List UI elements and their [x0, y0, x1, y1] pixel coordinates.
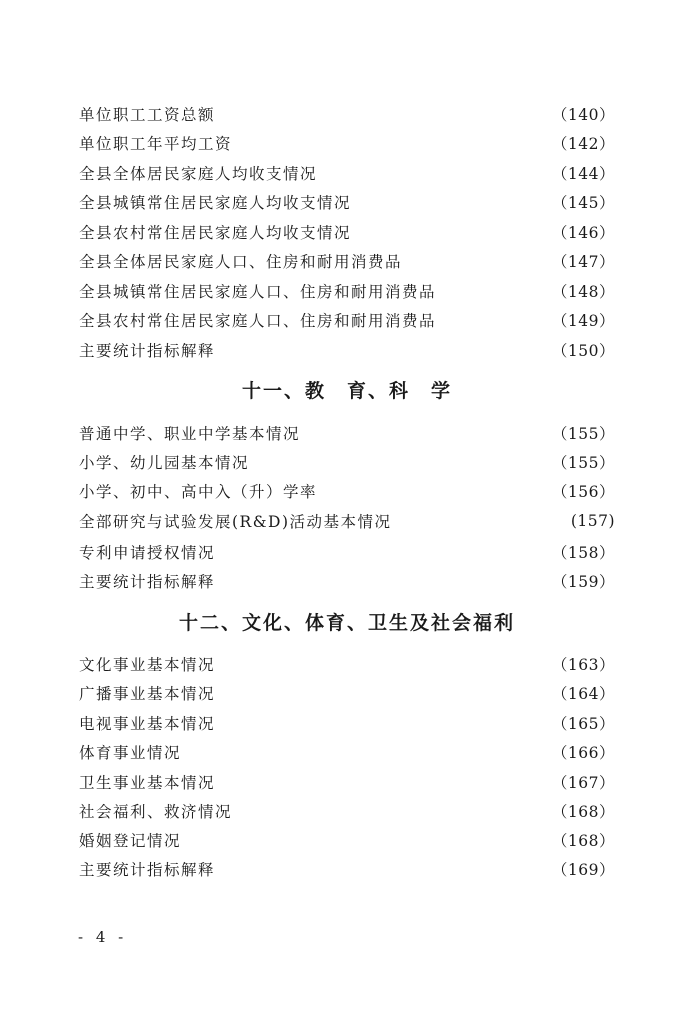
toc-entry[interactable]: [79, 541, 615, 563]
dot-leader: [217, 103, 550, 125]
toc-entry-title: 全部研究与试验发展(R&D)活动基本情况: [79, 513, 392, 531]
toc-entry[interactable]: [79, 712, 615, 734]
toc-entry[interactable]: [79, 800, 615, 822]
dot-leader: [217, 653, 550, 675]
toc-entry-page: （144）: [551, 165, 615, 183]
dot-leader: [217, 712, 550, 734]
dot-leader: [234, 132, 550, 154]
toc-entry-page: （167）: [551, 774, 615, 792]
toc-entry[interactable]: [79, 250, 615, 272]
toc-entry-title: 社会福利、救济情况: [79, 803, 233, 821]
toc-entry-title: 普通中学、职业中学基本情况: [79, 425, 301, 443]
toc-entry-title: 全县农村常住居民家庭人口、住房和耐用消费品: [79, 312, 437, 330]
toc-entry-page: （168）: [551, 832, 615, 850]
toc-entry-page: （169）: [551, 861, 615, 879]
toc-entry-title: 体育事业情况: [79, 744, 182, 762]
toc-entry[interactable]: [79, 570, 615, 592]
dot-leader: [438, 309, 550, 331]
dot-leader: [353, 221, 550, 243]
toc-entry-title: 卫生事业基本情况: [79, 774, 216, 792]
toc-entry-title: 全县农村常住居民家庭人均收支情况: [79, 224, 352, 242]
section-heading: 十二、文化、体育、卫生及社会福利: [178, 612, 515, 634]
toc-entry-page: （165）: [551, 715, 615, 733]
toc-entry-title: 主要统计指标解释: [79, 573, 216, 591]
dot-leader: [217, 570, 550, 592]
dot-leader: [251, 451, 550, 473]
toc-entry[interactable]: [79, 451, 615, 473]
toc-entry-title: 电视事业基本情况: [79, 715, 216, 733]
toc-entry-title: 单位职工工资总额: [79, 106, 216, 124]
toc-entry-page: （166）: [551, 744, 615, 762]
toc-entry-title: 婚姻登记情况: [79, 832, 182, 850]
toc-entry[interactable]: [79, 221, 615, 243]
toc-entry-title: 小学、幼儿园基本情况: [79, 454, 250, 472]
dot-leader: [217, 771, 550, 793]
toc-entry-title: 单位职工年平均工资: [79, 135, 233, 153]
toc-entry-page: （150）: [551, 342, 615, 360]
toc-entry[interactable]: [79, 132, 615, 154]
toc-entry-page: （159）: [551, 573, 615, 591]
dot-leader: [319, 162, 550, 184]
dot-leader: [183, 741, 550, 763]
toc-entry-page: （145）: [551, 194, 615, 212]
toc-entry-title: 广播事业基本情况: [79, 685, 216, 703]
dot-leader: [353, 191, 550, 213]
dot-leader: [319, 480, 550, 502]
toc-entry-title: 主要统计指标解释: [79, 861, 216, 879]
toc-entry[interactable]: [79, 741, 615, 763]
toc-entry[interactable]: [79, 191, 615, 213]
toc-entry[interactable]: [79, 682, 615, 704]
toc-entry-page: （155）: [551, 425, 615, 443]
toc-entry-page: （156）: [551, 483, 615, 501]
toc-entry[interactable]: [79, 653, 615, 675]
dot-leader: [404, 250, 550, 272]
toc-entry-page: （168）: [551, 803, 615, 821]
toc-entry[interactable]: [79, 339, 615, 361]
section-heading: 十一、教 育、科 学: [241, 380, 452, 402]
dot-leader: [217, 339, 550, 361]
toc-entry-page: (157): [570, 512, 615, 530]
dot-leader: [217, 541, 550, 563]
toc-entry-title: 全县全体居民家庭人口、住房和耐用消费品: [79, 253, 403, 271]
dot-leader: [438, 280, 550, 302]
dot-leader: [234, 800, 550, 822]
toc-entry[interactable]: [79, 510, 615, 532]
dot-leader: [217, 858, 550, 880]
toc-entry-page: （149）: [551, 312, 615, 330]
toc-entry-page: （140）: [551, 106, 615, 124]
toc-entry[interactable]: [79, 771, 615, 793]
toc-entry-page: （163）: [551, 656, 615, 674]
page-number: - 4 -: [78, 928, 128, 946]
toc-entry-page: （142）: [551, 135, 615, 153]
dot-leader: [183, 829, 550, 851]
toc-entry[interactable]: [79, 480, 615, 502]
toc-entry-title: 专利申请授权情况: [79, 544, 216, 562]
toc-entry-page: （164）: [551, 685, 615, 703]
toc-entry[interactable]: [79, 829, 615, 851]
toc-entry[interactable]: [79, 422, 615, 444]
toc-entry-page: （147）: [551, 253, 615, 271]
dot-leader: [217, 682, 550, 704]
toc-entry-title: 主要统计指标解释: [79, 342, 216, 360]
toc-entry[interactable]: [79, 309, 615, 331]
toc-entry-page: （155）: [551, 454, 615, 472]
toc-entry[interactable]: [79, 162, 615, 184]
toc-entry[interactable]: [79, 858, 615, 880]
toc-entry-page: （148）: [551, 283, 615, 301]
toc-entry[interactable]: [79, 103, 615, 125]
toc-entry-title: 小学、初中、高中入（升）学率: [79, 483, 318, 501]
toc-entry[interactable]: [79, 280, 615, 302]
toc-entry-page: （158）: [551, 544, 615, 562]
toc-entry-title: 全县城镇常住居民家庭人均收支情况: [79, 194, 352, 212]
toc-entry-title: 全县全体居民家庭人均收支情况: [79, 165, 318, 183]
dot-leader: [394, 510, 569, 532]
dot-leader: [302, 422, 550, 444]
toc-entry-title: 全县城镇常住居民家庭人口、住房和耐用消费品: [79, 283, 437, 301]
toc-entry-title: 文化事业基本情况: [79, 656, 216, 674]
toc-entry-page: （146）: [551, 224, 615, 242]
